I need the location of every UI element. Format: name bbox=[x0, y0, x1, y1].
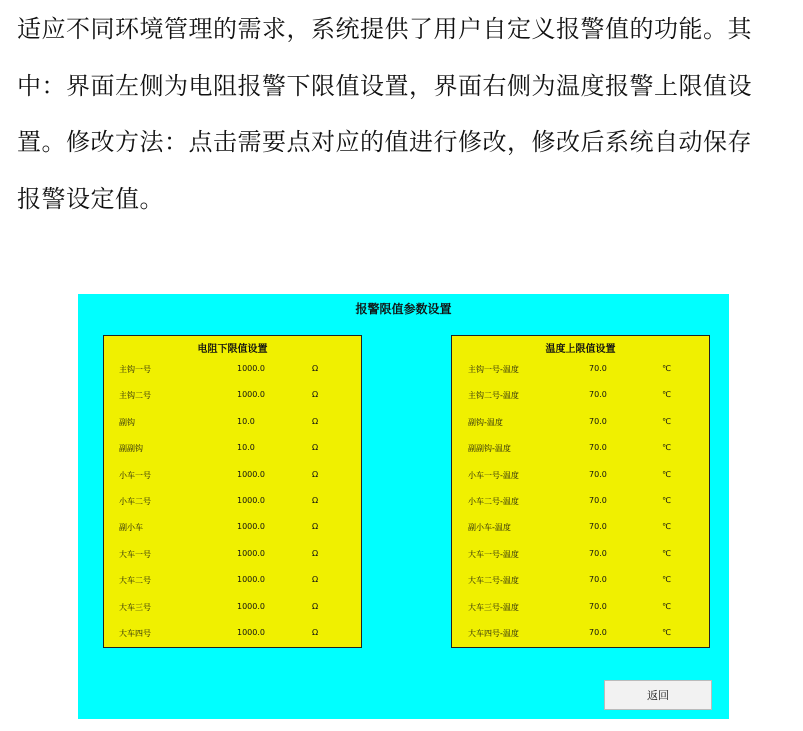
setting-name: 主钩一号-温度 bbox=[468, 365, 519, 374]
setting-row bbox=[452, 547, 709, 561]
setting-unit: ℃ bbox=[662, 496, 671, 505]
setting-row bbox=[104, 547, 361, 561]
setting-name: 小车一号-温度 bbox=[468, 470, 519, 480]
panel-title: 电阻下限值设置 bbox=[197, 344, 268, 355]
setting-name: 大车一号-温度 bbox=[468, 549, 519, 559]
setting-unit: Ω bbox=[312, 601, 319, 611]
back-button[interactable]: 返回 bbox=[604, 680, 712, 710]
setting-row bbox=[104, 626, 361, 640]
setting-value[interactable]: 1000.0 bbox=[237, 390, 265, 400]
setting-value[interactable]: 70.0 bbox=[589, 496, 607, 505]
setting-name: 副副钩-温度 bbox=[468, 444, 511, 454]
setting-row bbox=[452, 626, 709, 640]
setting-unit: Ω bbox=[312, 390, 319, 400]
setting-row bbox=[452, 362, 709, 376]
setting-row bbox=[452, 494, 709, 508]
setting-unit: ℃ bbox=[662, 628, 671, 637]
setting-name: 大车三号-温度 bbox=[468, 602, 519, 612]
setting-row bbox=[452, 468, 709, 482]
setting-value[interactable]: 70.0 bbox=[589, 601, 607, 611]
setting-unit: Ω bbox=[312, 522, 319, 532]
setting-unit: ℃ bbox=[662, 522, 671, 532]
setting-name: 主钩一号 bbox=[119, 365, 151, 374]
intro-line: 置。修改方法：点击需要点对应的值进行修改，修改后系统自动保存 bbox=[17, 128, 752, 156]
setting-unit: ℃ bbox=[662, 416, 671, 426]
setting-row bbox=[104, 573, 361, 587]
setting-row bbox=[104, 520, 361, 534]
setting-row bbox=[104, 388, 361, 402]
setting-row bbox=[104, 441, 361, 455]
setting-unit: ℃ bbox=[662, 443, 671, 453]
setting-name: 大车一号 bbox=[119, 549, 151, 559]
intro-line: 中：界面左侧为电阻报警下限值设置，界面右侧为温度报警上限值设 bbox=[17, 72, 752, 100]
setting-unit: Ω bbox=[312, 443, 319, 453]
setting-row bbox=[452, 600, 709, 614]
setting-value[interactable]: 70.0 bbox=[589, 364, 607, 373]
setting-unit: Ω bbox=[312, 364, 319, 373]
setting-unit: Ω bbox=[312, 469, 319, 479]
setting-name: 大车二号 bbox=[119, 576, 151, 586]
setting-unit: ℃ bbox=[662, 390, 671, 400]
setting-unit: ℃ bbox=[662, 469, 671, 479]
resistance-lower-limit-panel bbox=[103, 335, 362, 648]
setting-name: 小车二号 bbox=[119, 497, 151, 506]
intro-line: 报警设定值。 bbox=[17, 185, 164, 213]
setting-name: 大车四号 bbox=[119, 629, 151, 638]
setting-row bbox=[104, 494, 361, 508]
setting-row bbox=[452, 573, 709, 587]
setting-row bbox=[452, 415, 709, 429]
setting-name: 小车一号 bbox=[119, 470, 151, 480]
setting-value[interactable]: 70.0 bbox=[589, 416, 607, 426]
intro-line: 适应不同环境管理的需求，系统提供了用户自定义报警值的功能。其 bbox=[17, 15, 752, 43]
setting-value[interactable]: 70.0 bbox=[589, 469, 607, 479]
setting-unit: ℃ bbox=[662, 601, 671, 611]
setting-value[interactable]: 1000.0 bbox=[237, 628, 265, 637]
setting-value[interactable]: 70.0 bbox=[589, 522, 607, 532]
setting-value[interactable]: 1000.0 bbox=[237, 496, 265, 505]
setting-unit: ℃ bbox=[662, 364, 671, 373]
setting-unit: Ω bbox=[312, 548, 319, 558]
setting-unit: Ω bbox=[312, 575, 319, 585]
setting-value[interactable]: 1000.0 bbox=[237, 548, 265, 558]
screen-title: 报警限值参数设置 bbox=[355, 302, 452, 316]
setting-row bbox=[104, 415, 361, 429]
setting-name: 副钩-温度 bbox=[468, 417, 503, 427]
setting-unit: Ω bbox=[312, 496, 319, 505]
setting-row bbox=[452, 441, 709, 455]
setting-value[interactable]: 70.0 bbox=[589, 548, 607, 558]
setting-row bbox=[452, 520, 709, 534]
panel-title: 温度上限值设置 bbox=[545, 344, 616, 355]
alarm-settings-screen bbox=[78, 294, 729, 719]
setting-name: 副副钩 bbox=[119, 444, 143, 454]
setting-name: 主钩二号 bbox=[119, 391, 151, 401]
setting-row bbox=[104, 600, 361, 614]
setting-row bbox=[104, 362, 361, 376]
setting-value[interactable]: 70.0 bbox=[589, 575, 607, 585]
setting-value[interactable]: 10.0 bbox=[237, 416, 255, 426]
setting-value[interactable]: 1000.0 bbox=[237, 601, 265, 611]
setting-unit: Ω bbox=[312, 416, 319, 426]
setting-name: 副钩 bbox=[119, 417, 135, 427]
setting-value[interactable]: 70.0 bbox=[589, 628, 607, 637]
setting-row bbox=[104, 468, 361, 482]
setting-name: 主钩二号-温度 bbox=[468, 391, 519, 401]
setting-value[interactable]: 1000.0 bbox=[237, 469, 265, 479]
temperature-upper-limit-panel bbox=[451, 335, 710, 648]
setting-value[interactable]: 1000.0 bbox=[237, 522, 265, 532]
setting-name: 小车二号-温度 bbox=[468, 497, 519, 506]
setting-name: 大车三号 bbox=[119, 602, 151, 612]
setting-value[interactable]: 10.0 bbox=[237, 443, 255, 453]
setting-unit: Ω bbox=[312, 628, 319, 637]
setting-unit: ℃ bbox=[662, 575, 671, 585]
setting-name: 副小车 bbox=[119, 523, 143, 533]
setting-name: 大车二号-温度 bbox=[468, 576, 519, 586]
setting-value[interactable]: 1000.0 bbox=[237, 364, 265, 373]
setting-value[interactable]: 1000.0 bbox=[237, 575, 265, 585]
setting-name: 副小车-温度 bbox=[468, 523, 511, 533]
setting-value[interactable]: 70.0 bbox=[589, 390, 607, 400]
setting-name: 大车四号-温度 bbox=[468, 629, 519, 638]
setting-value[interactable]: 70.0 bbox=[589, 443, 607, 453]
setting-unit: ℃ bbox=[662, 548, 671, 558]
setting-row bbox=[452, 388, 709, 402]
